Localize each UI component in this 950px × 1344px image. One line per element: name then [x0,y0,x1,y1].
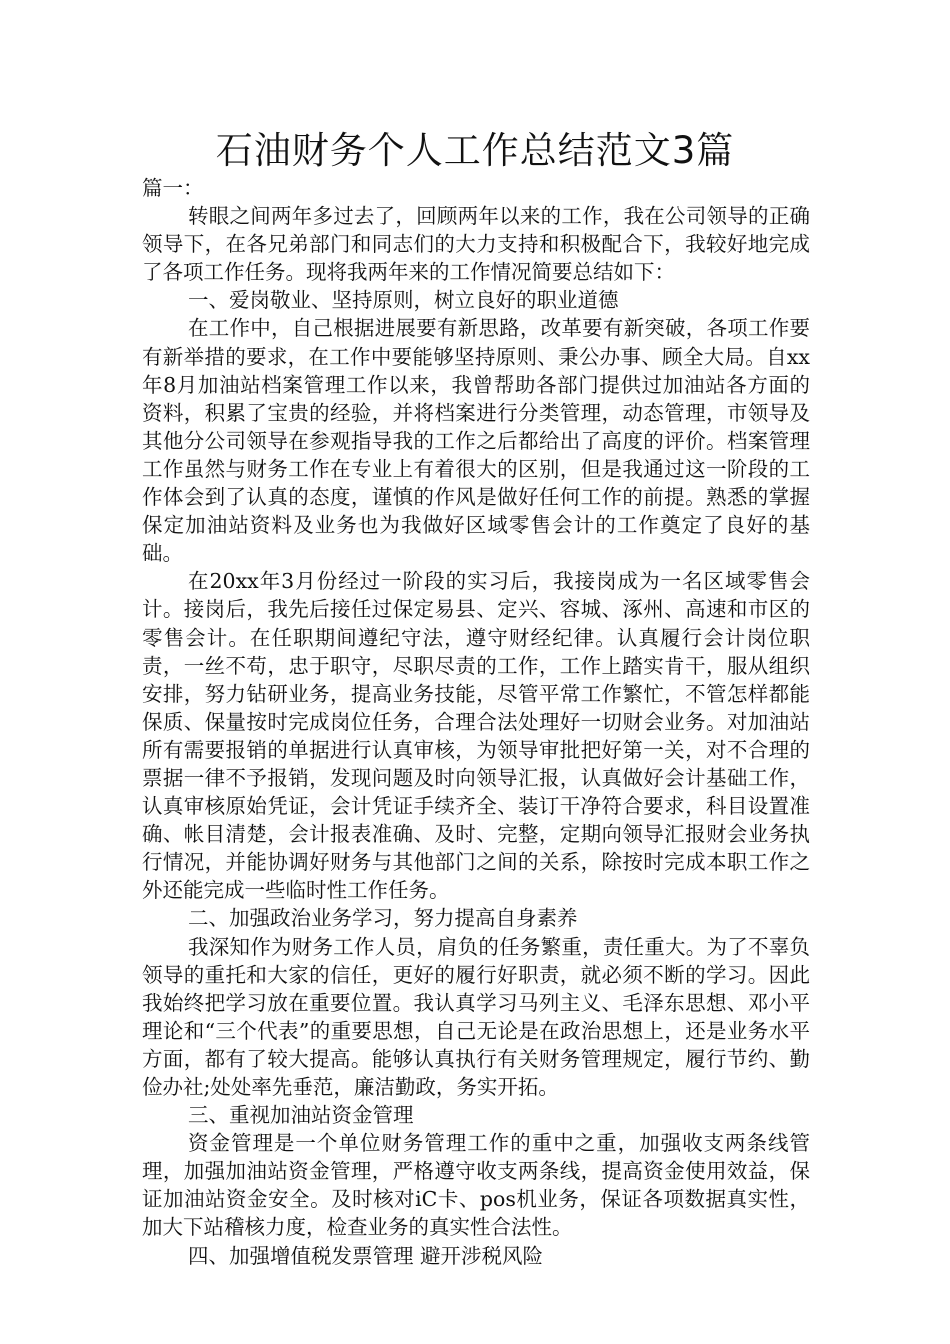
section-heading-4: 四、加强增值税发票管理 避开涉税风险 [188,1243,544,1268]
paragraph-retail-accounting: 在20xx年3月份经过一阶段的实习后，我接岗成为一名区域零售会计。接岗后，我先后接任过保定易县、定兴、容城、涿州、高速和市区的零售会计。在任职期间遵纪守法，遵守财经纪律。认真履行会计岗位职责，一丝不苟，忠于职守，尽职尽责的工作，工作上踏实肯干，服从组织安排，努力钻研业务，提高业务技能，尽管平常工作繁忙，不管怎样都能保质、保量按时完成岗位任务，合理合法处理好一切财会业务。对加油站所有需要报销的单据进行认真审核，为领导审批把好第一关，对不合理的票据一律不予报销，发现问题及时向领导汇报，认真做好会计基础工作，认真审核原始凭证，会计凭证手续齐全、装订干净符合要求，科目设置准确、帐目清楚，会计报表准确、及时、完整，定期向领导汇报财会业务执行情况，并能协调好财务与其他部门之间的关系，除按时完成本职工作之外还能完成一些临时性工作任务。 [142,569,810,903]
paragraph-intro: 转眼之间两年多过去了，回顾两年以来的工作，我在公司领导的正确领导下，在各兄弟部门和同志们的大力支持和积极配合下，我较好地完成了各项工作任务。现将我两年来的工作情况简要总结如下： [142,204,810,285]
paragraph-archive-work: 在工作中，自己根据进展要有新思路，改革要有新突破，各项工作要有新举措的要求，在工作中要能够坚持原则、秉公办事、顾全大局。自xx年8月加油站档案管理工作以来，我曾帮助各部门提供过加油站各方面的资料，积累了宝贵的经验，并将档案进行分类管理，动态管理，市领导及其他分公司领导在参观指导我的工作之后都给出了高度的评价。档案管理工作虽然与财务工作在专业上有着很大的区别，但是我通过这一阶段的工作体会到了认真的态度，谨慎的作风是做好任何工作的前提。熟悉的掌握保定加油站资料及业务也为我做好区域零售会计的工作奠定了良好的基础。 [142,316,810,566]
part-label: 篇一： [142,176,204,200]
paragraph-fund-management: 资金管理是一个单位财务管理工作的重中之重，加强收支两条线管理，加强加油站资金管理，严格遵守收支两条线，提高资金使用效益，保证加油站资金安全。及时核对iC卡、pos机业务，保证各项数据真实性，加大下站稽核力度，检查业务的真实性合法性。 [142,1131,810,1240]
section-heading-3: 三、重视加油站资金管理 [188,1103,414,1128]
document-title: 石油财务个人工作总结范文3篇 [215,129,735,172]
section-heading-2: 二、加强政治业务学习，努力提高自身素养 [188,906,578,931]
document-body [142,174,810,1270]
section-heading-1: 一、爱岗敬业、坚持原则，树立良好的职业道德 [188,288,619,313]
paragraph-study: 我深知作为财务工作人员，肩负的任务繁重，责任重大。为了不辜负领导的重托和大家的信任，更好的履行好职责，就必须不断的学习。因此我始终把学习放在重要位置。我认真学习马列主义、毛泽东思想、邓小平理论和“三个代表”的重要思想，自己无论是在政治思想上，还是业务水平方面，都有了较大提高。能够认真执行有关财务管理规定，履行节约、勤俭办社;处处率先垂范，廉洁勤政，务实开拓。 [142,934,810,1099]
